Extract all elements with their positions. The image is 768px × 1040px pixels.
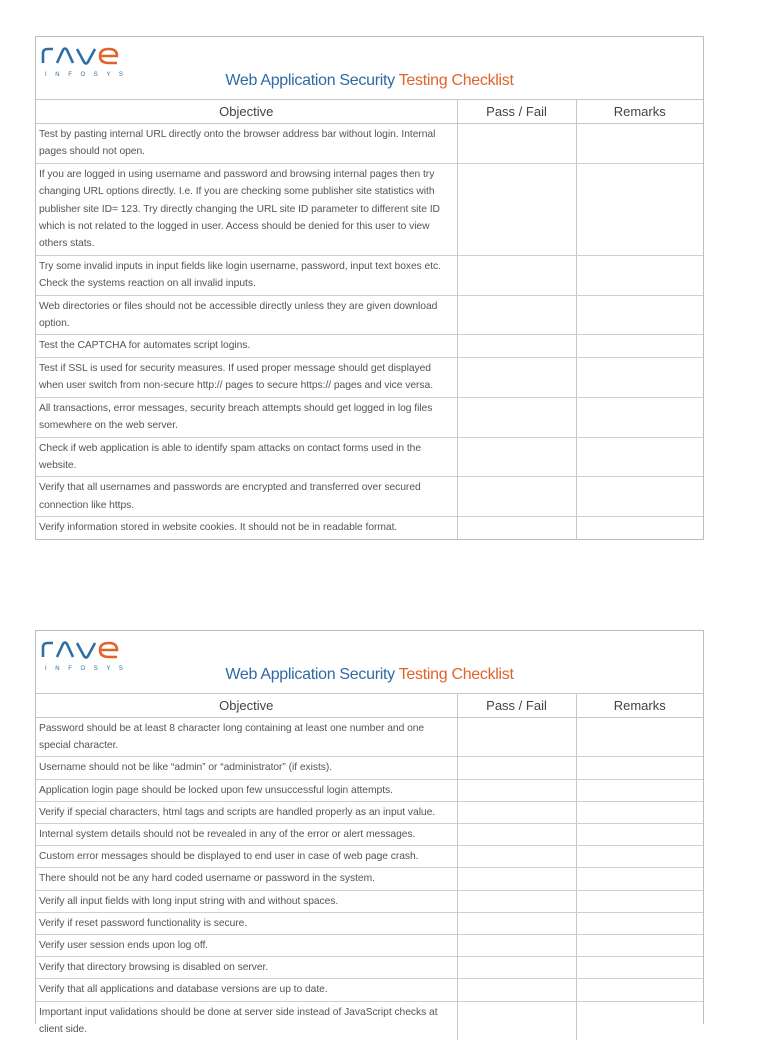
pass-fail-cell[interactable] — [457, 357, 576, 397]
table-row — [36, 779, 703, 801]
table-row — [36, 124, 703, 164]
pass-fail-cell[interactable] — [457, 437, 576, 477]
objective-cell: Try some invalid inputs in input fields like login username, password, input text boxes etc. Check the systems reaction on all invalid inputs. — [36, 255, 457, 295]
remarks-cell[interactable] — [576, 779, 703, 801]
rave-logo-icon — [41, 46, 133, 66]
pass-fail-cell[interactable] — [457, 1001, 576, 1040]
checklist-sheet-2 — [35, 630, 704, 1035]
objective-cell: Verify that all applications and database versions are up to date. — [36, 979, 457, 1001]
table-row — [36, 295, 703, 335]
objective-cell: Internal system details should not be revealed in any of the error or alert messages. — [36, 824, 457, 846]
table-row — [36, 437, 703, 477]
pass-fail-cell[interactable] — [457, 477, 576, 517]
objective-cell: Password should be at least 8 character long containing at least one number and one special character. — [36, 718, 457, 757]
col-pass-fail: Pass / Fail — [457, 694, 576, 718]
objective-cell: Verify all input fields with long input string with and without spaces. — [36, 890, 457, 912]
page-title — [36, 666, 703, 684]
checklist-table — [36, 99, 703, 539]
rave-logo-icon — [41, 640, 133, 660]
remarks-cell[interactable] — [576, 255, 703, 295]
objective-cell: Username should not be like “admin” or “administrator” (if exists). — [36, 757, 457, 779]
table-row — [36, 957, 703, 979]
col-objective: Objective — [36, 100, 457, 124]
remarks-cell[interactable] — [576, 846, 703, 868]
table-row — [36, 477, 703, 517]
objective-cell: Application login page should be locked upon few unsuccessful login attempts. — [36, 779, 457, 801]
remarks-cell[interactable] — [576, 163, 703, 255]
pass-fail-cell[interactable] — [457, 868, 576, 890]
table-row — [36, 718, 703, 757]
pass-fail-cell[interactable] — [457, 397, 576, 437]
objective-cell: Verify that all usernames and passwords are encrypted and transferred over secured connection like https. — [36, 477, 457, 517]
title-part-1: Web Application Security — [225, 72, 395, 89]
pass-fail-cell[interactable] — [457, 846, 576, 868]
table-row — [36, 801, 703, 823]
table-row — [36, 846, 703, 868]
col-objective: Objective — [36, 694, 457, 718]
table-row — [36, 357, 703, 397]
objective-cell: If you are logged in using username and password and browsing internal pages then try changing URL options directly. I.e. If you are checking some publisher site statistics with publisher site ID= 123. Try directly changing the URL site ID parameter to different site ID which is not related to the logged in user. Access should be denied for this user to view others stats. — [36, 163, 457, 255]
objective-cell: Verify if reset password functionality is secure. — [36, 912, 457, 934]
pass-fail-cell[interactable] — [457, 255, 576, 295]
table-row — [36, 824, 703, 846]
remarks-cell[interactable] — [576, 718, 703, 757]
title-part-2: Testing Checklist — [398, 72, 514, 89]
checklist-table — [36, 693, 703, 1040]
objective-cell: Check if web application is able to identify spam attacks on contact forms used in the website. — [36, 437, 457, 477]
pass-fail-cell[interactable] — [457, 957, 576, 979]
table-row — [36, 335, 703, 357]
objective-cell: Custom error messages should be displayed to end user in case of web page crash. — [36, 846, 457, 868]
pass-fail-cell[interactable] — [457, 979, 576, 1001]
table-row — [36, 163, 703, 255]
objective-cell: There should not be any hard coded username or password in the system. — [36, 868, 457, 890]
table-row — [36, 1001, 703, 1040]
remarks-cell[interactable] — [576, 124, 703, 164]
pass-fail-cell[interactable] — [457, 295, 576, 335]
col-remarks: Remarks — [576, 100, 703, 124]
pass-fail-cell[interactable] — [457, 124, 576, 164]
col-pass-fail: Pass / Fail — [457, 100, 576, 124]
pass-fail-cell[interactable] — [457, 801, 576, 823]
col-remarks: Remarks — [576, 694, 703, 718]
logo-subtext: INFOSYS — [45, 72, 132, 78]
remarks-cell[interactable] — [576, 397, 703, 437]
objective-cell: Test if SSL is used for security measures. If used proper message should get displayed when user switch from non-secure http:// pages to secure https:// pages and vice versa. — [36, 357, 457, 397]
objective-cell: Verify user session ends upon log off. — [36, 935, 457, 957]
table-row — [36, 890, 703, 912]
pass-fail-cell[interactable] — [457, 912, 576, 934]
sheet-header — [36, 631, 703, 693]
pass-fail-cell[interactable] — [457, 935, 576, 957]
objective-cell: Important input validations should be done at server side instead of JavaScript checks at client side. — [39, 1006, 438, 1035]
remarks-cell[interactable] — [576, 979, 703, 1001]
remarks-cell[interactable] — [576, 801, 703, 823]
remarks-cell[interactable] — [576, 335, 703, 357]
remarks-cell[interactable] — [576, 295, 703, 335]
title-part-2: Testing Checklist — [398, 666, 514, 683]
objective-cell: Verify that directory browsing is disabled on server. — [36, 957, 457, 979]
pass-fail-cell[interactable] — [457, 335, 576, 357]
title-part-1: Web Application Security — [225, 666, 395, 683]
table-row — [36, 979, 703, 1001]
pass-fail-cell[interactable] — [457, 890, 576, 912]
checklist-sheet-1 — [35, 36, 704, 540]
remarks-cell[interactable] — [576, 477, 703, 517]
table-row — [36, 868, 703, 890]
remarks-cell[interactable] — [576, 957, 703, 979]
remarks-cell[interactable] — [576, 912, 703, 934]
objective-cell: Test the CAPTCHA for automates script logins. — [36, 335, 457, 357]
pass-fail-cell[interactable] — [457, 757, 576, 779]
objective-cell: Verify information stored in website cookies. It should not be in readable format. — [39, 522, 398, 534]
remarks-cell[interactable] — [576, 868, 703, 890]
remarks-cell[interactable] — [576, 437, 703, 477]
sheet-header — [36, 37, 703, 99]
remarks-cell[interactable] — [576, 890, 703, 912]
objective-cell: All transactions, error messages, security breach attempts should get logged in log files somewhere on the web server. — [36, 397, 457, 437]
objective-cell: Web directories or files should not be accessible directly unless they are given download option. — [36, 295, 457, 335]
pass-fail-cell[interactable] — [457, 779, 576, 801]
pass-fail-cell[interactable] — [457, 718, 576, 757]
pass-fail-cell[interactable] — [457, 163, 576, 255]
remarks-cell[interactable] — [576, 1001, 703, 1040]
remarks-cell[interactable] — [576, 824, 703, 846]
table-row — [36, 517, 703, 539]
table-row — [36, 757, 703, 779]
table-row — [36, 935, 703, 957]
table-row — [36, 912, 703, 934]
objective-cell: Verify if special characters, html tags and scripts are handled properly as an input value. — [36, 801, 457, 823]
table-row — [36, 255, 703, 295]
pass-fail-cell[interactable] — [457, 824, 576, 846]
pass-fail-cell[interactable] — [457, 517, 576, 539]
remarks-cell[interactable] — [576, 935, 703, 957]
table-row — [36, 397, 703, 437]
objective-cell: Test by pasting internal URL directly onto the browser address bar without login. Internal pages should not open. — [36, 124, 457, 164]
logo-subtext: INFOSYS — [45, 666, 132, 672]
page-title — [36, 72, 703, 90]
remarks-cell[interactable] — [576, 357, 703, 397]
table-header-row — [36, 100, 703, 124]
table-header-row — [36, 694, 703, 718]
remarks-cell[interactable] — [576, 757, 703, 779]
remarks-cell[interactable] — [576, 517, 703, 539]
